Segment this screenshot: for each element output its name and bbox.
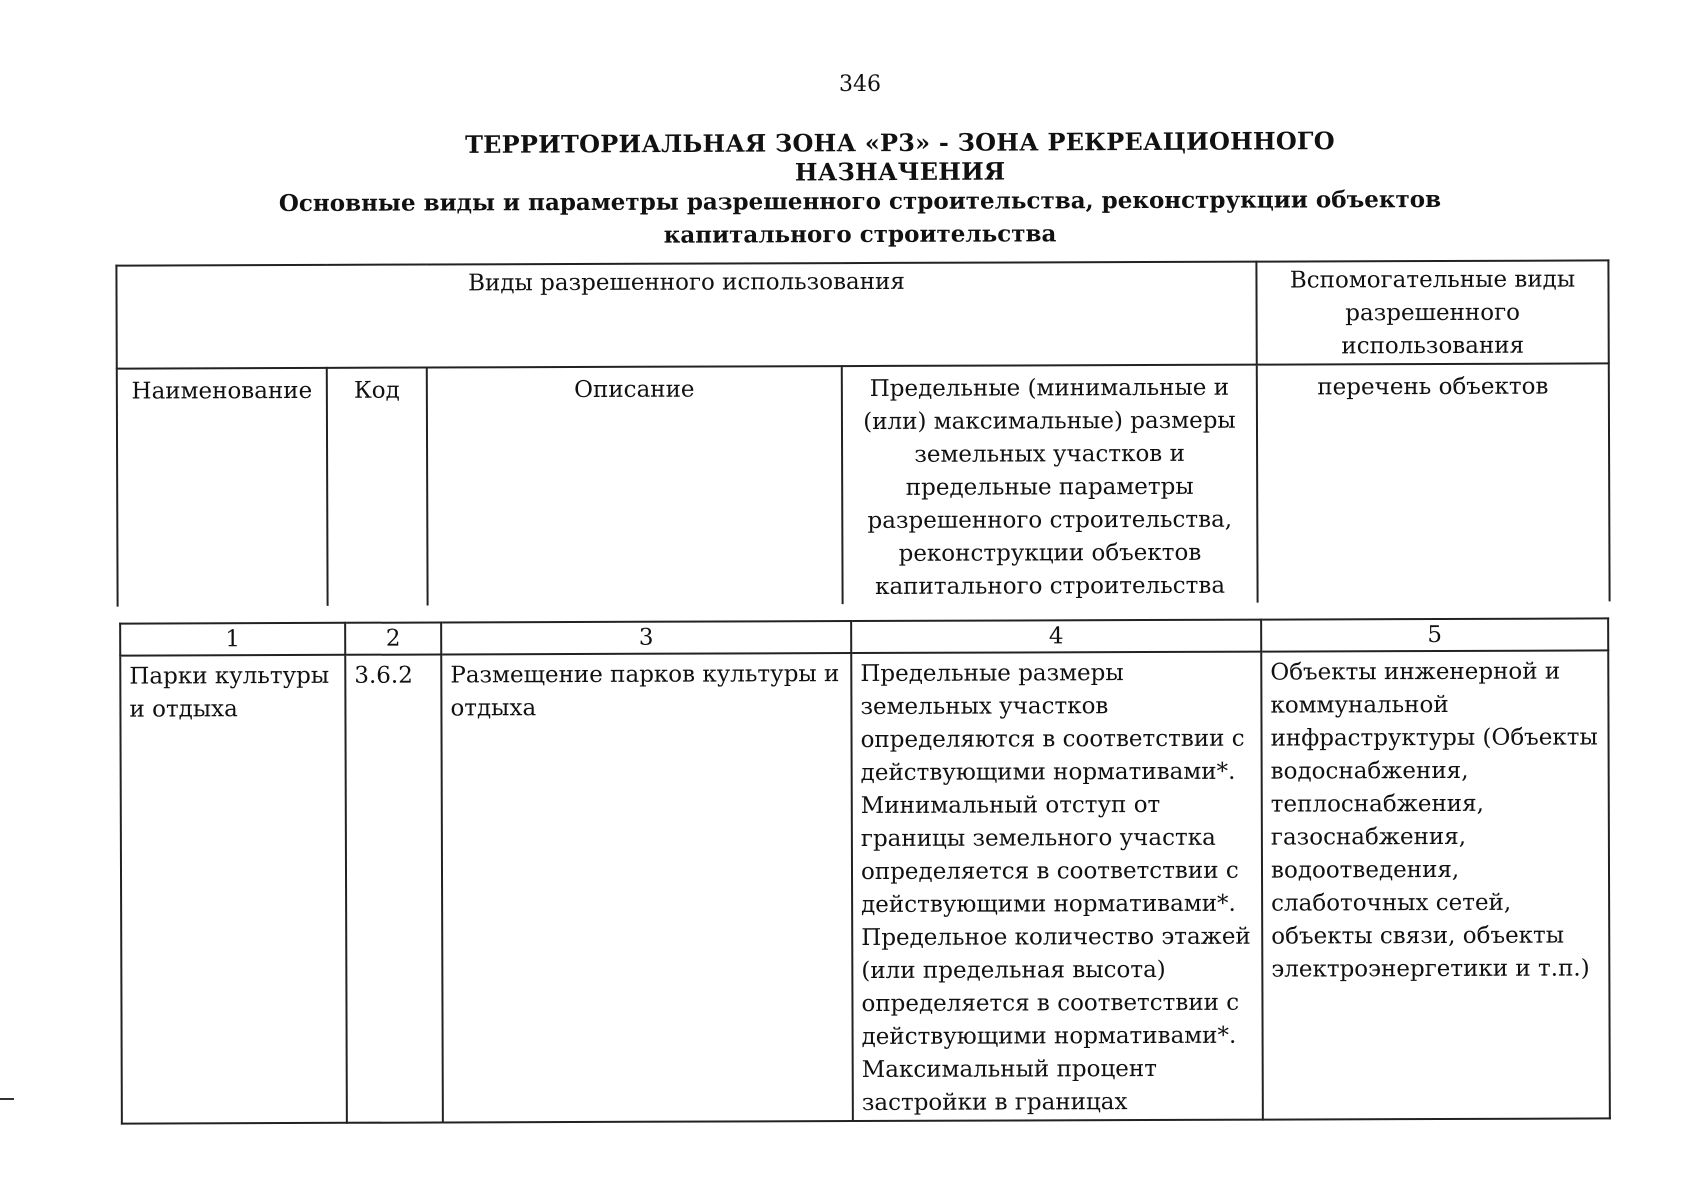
header-group-main: Виды разрешенного использования (116, 262, 1256, 369)
cell-description: Размещение парков культуры и отдыха (441, 653, 853, 1122)
cell-name: Парки культуры и отдыха (120, 655, 347, 1124)
header-col-description: Описание (427, 366, 843, 605)
column-number: 3 (441, 621, 851, 654)
cell-auxiliary: Объекты инженерной и коммунальной инфраструктуры (Объекты водоснабжения, теплоснабжения, газоснабжения, водоотведения, слаботочных сетей, объекты связи, объекты электроэнергетики и т.п.) (1261, 650, 1610, 1119)
data-table (119, 617, 1611, 1124)
header-group-aux: Вспомогательные виды разрешенного использования (1256, 260, 1608, 364)
header-table (115, 259, 1610, 606)
column-number: 2 (345, 622, 441, 654)
table-row (120, 650, 1610, 1123)
edge-mark (0, 1098, 14, 1100)
header-col-parameters: Предельные (минимальные и (или) максимальные) размеры земельных участков и предельные параметры разрешенного строительства, реконструкции объектов капитального строительства (842, 365, 1258, 604)
header-col-objects: перечень объектов (1257, 363, 1610, 602)
header-col-code: Код (327, 368, 428, 606)
column-number: 5 (1261, 618, 1608, 651)
table-subtitle: Основные виды и параметры разрешенного строительства, реконструкции объектов капитального строительства (278, 185, 1442, 249)
column-number: 4 (851, 620, 1261, 653)
page-title: ТЕРРИТОРИАЛЬНАЯ ЗОНА «Р3» - ЗОНА РЕКРЕАЦИОННОГО НАЗНАЧЕНИЯ (465, 126, 1335, 187)
column-number-row (120, 618, 1608, 655)
cell-parameters: Предельные размеры земельных участков определяются в соответствии с действующими нормативами*. Минимальный отступ от границы земельного участка определяется в соответствии с действующими нормативами*. Предельное количество этажей (или предельная высота) определяется в соответствии с действующими нормативами*. Максимальный процент застройки в границах (851, 652, 1263, 1121)
page-number: 346 (839, 72, 881, 97)
cell-code: 3.6.2 (345, 654, 443, 1122)
column-number: 1 (120, 623, 345, 656)
header-col-name: Наименование (117, 368, 328, 607)
